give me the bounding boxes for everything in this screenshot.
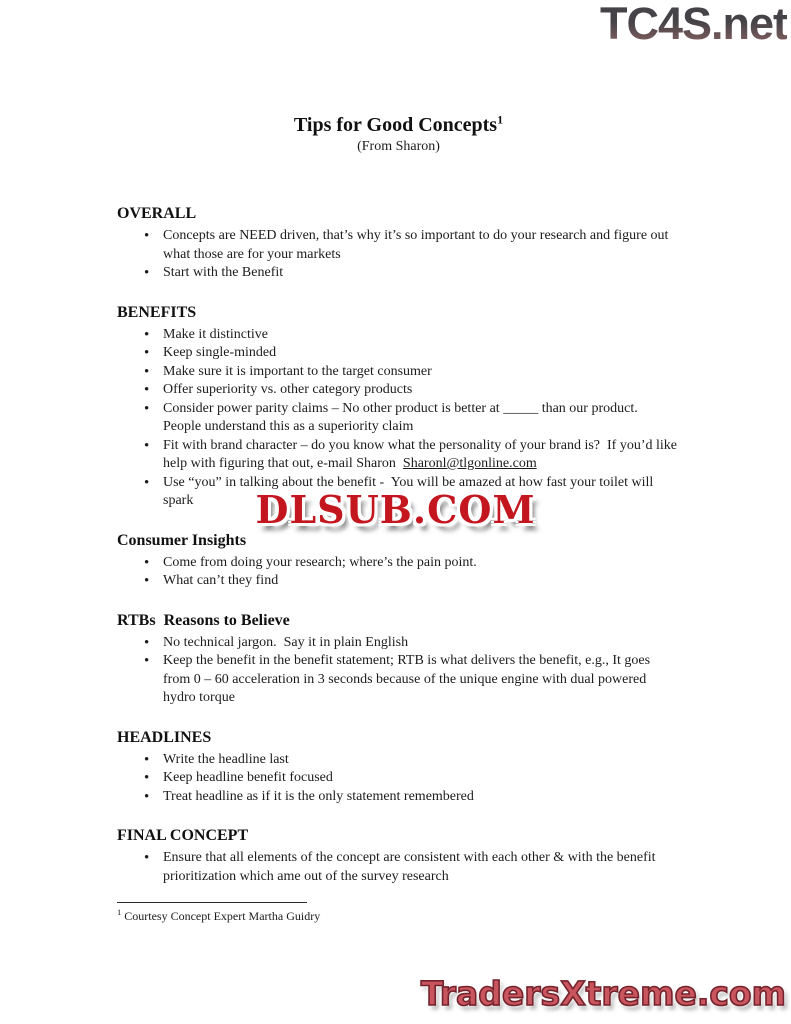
section-heading-final-concept: FINAL CONCEPT xyxy=(117,827,249,844)
consumer-insights-bullet-list xyxy=(117,554,680,591)
page-subtitle: (From Sharon) xyxy=(357,139,440,154)
bullet-item: • No technical jargon. Say it in plain English xyxy=(117,634,680,653)
section-heading-overall: OVERALL xyxy=(117,205,197,222)
bullet-item: • Write the headline last xyxy=(117,751,680,770)
page-title xyxy=(117,0,680,137)
footnote-divider xyxy=(117,902,307,903)
footnote-text xyxy=(117,909,680,924)
bullet-item: • Come from doing your research; where’s the pain point. xyxy=(117,554,680,573)
bullet-item: • Keep the benefit in the benefit statement; RTB is what delivers the benefit, e.g., It goes from 0 – 60 acceleration in 3 seconds because of the unique engine with dual powered hydro torque xyxy=(117,652,680,708)
dlsub-watermark: DLSUB.COM xyxy=(255,487,536,532)
bullet-item: • Concepts are NEED driven, that’s why it’s so important to do your research and figure out what those are for your markets xyxy=(117,227,680,264)
bullet-item-brand-character xyxy=(117,437,680,474)
overall-bullet-list xyxy=(117,227,680,283)
section-heading-consumer-insights: Consumer Insights xyxy=(117,531,247,549)
bullet-item: • Make sure it is important to the target consumer xyxy=(117,363,680,382)
headlines-bullet-list xyxy=(117,751,680,807)
bullet-item: • Make it distinctive xyxy=(117,326,680,345)
footnote-mark: 1 xyxy=(117,907,122,917)
footnote-body: Courtesy Concept Expert Martha Guidry xyxy=(124,909,321,923)
section-heading-headlines: HEADLINES xyxy=(117,728,212,746)
footnote xyxy=(117,902,680,924)
bullet-item: • Ensure that all elements of the concept are consistent with each other & with the benefit prioritization which ame out of the survey research xyxy=(117,849,680,886)
final-concept-bullet-list xyxy=(117,849,680,886)
bullet-item: • Consider power parity claims – No other product is better at _____ than our product. People understand this as a superiority claim xyxy=(117,400,680,437)
rtbs-bullet-list xyxy=(117,634,680,708)
bullet-item: • Treat headline as if it is the only statement remembered xyxy=(117,788,680,807)
tradersxtreme-watermark: TradersXtreme.com xyxy=(420,974,786,1013)
sharon-email-link[interactable]: Sharonl@tlgonline.com xyxy=(402,456,537,471)
bullet-item: • Offer superiority vs. other category products xyxy=(117,381,680,400)
benefits-bullet-list xyxy=(117,326,680,511)
tc4s-watermark: TC4S.net xyxy=(599,0,787,49)
page-title-text: Tips for Good Concepts xyxy=(293,114,498,136)
section-heading-benefits: BENEFITS xyxy=(117,303,197,321)
bullet-item: • What can’t they find xyxy=(117,572,680,591)
document-content xyxy=(117,0,680,924)
bullet-item: • Start with the Benefit xyxy=(117,264,680,283)
bullet-item-use-you: • Use “you” in talking about the benefit - You will be amazed at how fast your toilet will spark xyxy=(117,474,680,511)
section-heading-rtbs: RTBs Reasons to Believe xyxy=(117,611,290,629)
title-footnote-mark: 1 xyxy=(497,112,504,127)
brand-bullet-text: Fit with brand character – do you know what the personality of your brand is? If you’d like help with figuring that out, e-mail Sharon xyxy=(163,437,681,471)
bullet-item: • Keep headline benefit focused xyxy=(117,769,680,788)
bullet-item: • Keep single-minded xyxy=(117,344,680,363)
